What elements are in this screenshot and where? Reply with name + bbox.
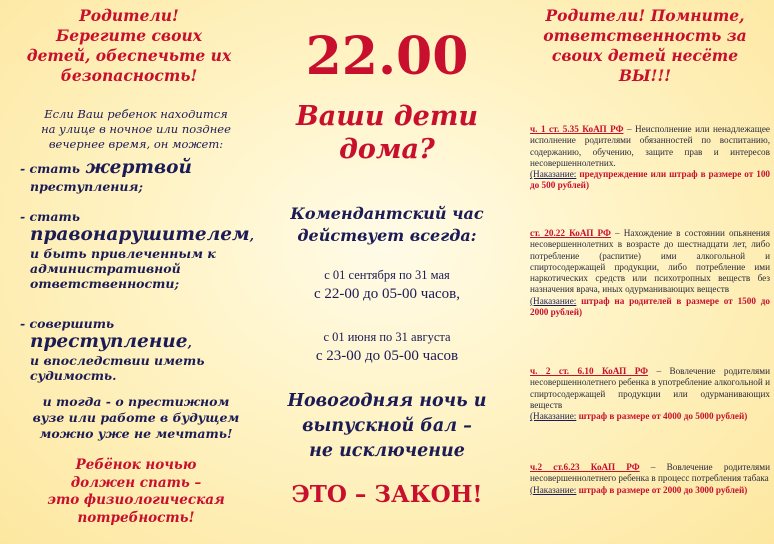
- risk-item-crime: [20, 316, 252, 383]
- intro-line: Если Ваш ребенок находится: [44, 107, 228, 121]
- risk-text: и впоследствии иметь: [30, 353, 205, 368]
- article-text: – Вовлечение родителями несовершеннолетнего ребенка в употребление алкогольной и спиртосодержащей продукции или одурманивающих веществ: [530, 366, 770, 410]
- penalty-text: штраф в размере от 4000 до 5000 рублей): [578, 411, 748, 422]
- right-heading-line: ВЫ!!!: [618, 66, 672, 85]
- right-heading: [520, 6, 770, 86]
- risk-prefix: - стать: [20, 209, 80, 224]
- left-footer: [20, 457, 252, 527]
- left-heading-line: Берегите своих: [56, 26, 202, 45]
- intro-line: вечернее время, он может:: [48, 137, 224, 151]
- penalty-label: (Наказание:: [530, 411, 577, 422]
- period-summer: [258, 328, 516, 367]
- article-text: – Неисполнение или ненадлежащее исполнение родителями обязанностей по воспитанию, содержанию, обучению, защите прав и интересов несовершеннолетних.: [530, 124, 770, 168]
- middle-column: [258, 0, 516, 544]
- article-text: – Нахождение в состоянии опьянения несовершеннолетних в возрасте до шестнадцати лет, либо потребление (распитие) ими алкогольной и спиртосодержащей продукции, либо потребление ими наркотических средств или психотропных веществ без назначения врача, иных одурманивающих веществ: [530, 228, 770, 295]
- curfew-line: Комендантский час: [290, 204, 484, 223]
- penalty-text: штраф на родителей в размере от 1500 до 2000 рублей): [530, 295, 770, 318]
- article-6-23: [530, 462, 770, 496]
- right-heading-line: ответственность за: [543, 26, 747, 45]
- risk-text: и быть привлеченным к: [30, 246, 216, 261]
- question-line: дома?: [339, 134, 435, 165]
- exception-line: не исключение: [309, 441, 465, 461]
- warning-line: можно уже не мечтать!: [39, 426, 233, 441]
- risk-keyword: правонарушителем: [30, 224, 250, 245]
- article-20-22: [530, 228, 770, 318]
- curfew-line: действует всегда:: [297, 226, 477, 245]
- article-reference: ст. 20.22 КоАП РФ: [530, 228, 611, 238]
- risk-prefix: - совершить: [20, 316, 115, 331]
- risk-keyword: жертвой: [85, 157, 192, 178]
- left-heading-line: детей, обеспечьте их: [26, 46, 232, 65]
- future-warning: [20, 394, 252, 442]
- penalty-label: (Наказание:: [530, 295, 577, 306]
- period-hours: с 22-00 до 05-00 часов,: [314, 286, 460, 302]
- footer-line: должен спать –: [70, 474, 202, 491]
- right-heading-line: своих детей несёте: [551, 46, 739, 65]
- penalty-text: предупреждение или штраф в размере от 100 до 500 рублей): [530, 169, 771, 191]
- penalty-label: (Наказание:: [530, 169, 577, 180]
- risk-text: административной: [30, 261, 181, 276]
- risk-text: судимость.: [30, 368, 117, 383]
- article-text: – Вовлечение родителями несовершеннолетнего ребенка в процесс потребления табака: [530, 462, 770, 484]
- intro-line: на улице в ночное или позднее: [41, 122, 231, 136]
- exception-line: Новогодняя ночь и: [287, 391, 487, 411]
- risk-keyword: преступление: [30, 331, 188, 352]
- risk-punct: ,: [187, 335, 192, 350]
- question: [258, 100, 516, 166]
- period-dates: с 01 сентября по 31 мая: [324, 268, 450, 282]
- left-intro: [18, 107, 254, 152]
- exception-notice: [258, 389, 516, 464]
- article-reference: ч. 2 ст. 6.10 КоАП РФ: [530, 366, 649, 376]
- risk-text: ответственности;: [30, 276, 180, 291]
- footer-line: это физиологическая: [47, 492, 225, 508]
- article-reference: ч. 1 ст. 5.35 КоАП РФ: [530, 124, 624, 134]
- exception-line: выпускной бал –: [302, 416, 472, 436]
- footer-line: потребность!: [77, 509, 195, 526]
- article-6-10: [530, 366, 770, 422]
- article-5-35: [530, 124, 770, 192]
- left-heading-line: безопасность!: [60, 66, 198, 85]
- curfew-time: 22.00: [305, 26, 469, 87]
- risk-punct: ,: [249, 228, 254, 243]
- left-column: [0, 0, 258, 544]
- warning-line: и тогда - о престижном: [42, 394, 230, 409]
- footer-line: Ребёнок ночью: [75, 457, 197, 473]
- article-reference: ч.2 ст.6.23 КоАП РФ: [530, 462, 640, 472]
- period-hours: с 23-00 до 05-00 часов: [315, 348, 459, 364]
- question-line: Ваши дети: [295, 101, 479, 132]
- left-heading-line: Родители!: [79, 6, 179, 25]
- period-dates: с 01 июня по 31 августа: [323, 330, 451, 344]
- risk-prefix: - стать: [20, 161, 80, 176]
- penalty-label: (Наказание:: [530, 484, 577, 495]
- law-banner: ЭТО – ЗАКОН!: [291, 481, 483, 508]
- curfew-notice: [258, 203, 516, 247]
- risk-item-offender: [20, 209, 252, 291]
- risk-text: преступления;: [30, 179, 144, 194]
- penalty-text: штраф в размере от 2000 до 3000 рублей): [578, 484, 748, 495]
- left-heading: [10, 6, 248, 86]
- risk-item-victim: [20, 157, 252, 194]
- warning-line: вузе или работе в будущем: [32, 410, 240, 425]
- right-column: [516, 0, 774, 544]
- right-heading-line: Родители! Помните,: [545, 6, 745, 25]
- period-winter: [258, 266, 516, 305]
